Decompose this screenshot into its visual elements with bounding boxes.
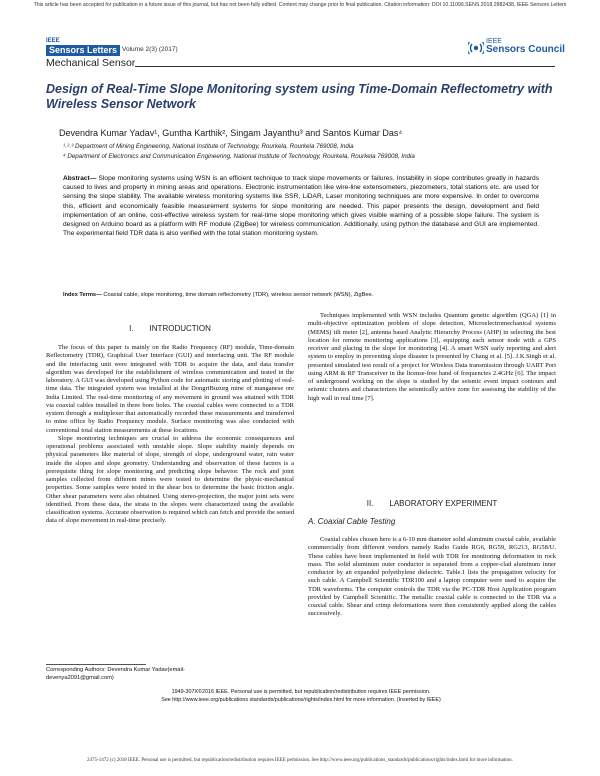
affiliation-2: ⁴ Department of Electronics and Communication Engineering, National Institute of Technology, Rourkela, Rourkela 769008, India (63, 153, 415, 160)
bottom-notice: 2475-1472 (c) 2018 IEEE. Personal use is permitted, but republication/redistribution requires IEEE permission. See http://www.ieee.org/publications_standards/publications/rights/index.html for more information. (87, 758, 513, 763)
corresponding-author: Corresponding Authors: Devendra Kumar Yadav(email-devenya2091@gmail.com) (46, 667, 185, 681)
lab-heading: II. LABORATORY EXPERIMENT (366, 499, 498, 508)
copyright-line-1: 1949-307X©2016 IEEE. Personal use is permitted, but republication/redistribution requires IEEE permission. (171, 689, 431, 695)
journal-ieee-label: IEEE (46, 38, 60, 44)
author-list: Devendra Kumar Yadav¹, Guntha Karthik², Singam Jayanthu³ and Santos Kumar Das⁴ (59, 128, 403, 138)
sensors-council-logo-icon (468, 39, 484, 57)
related-work-paragraph: Techniques implemented with WSN includes Quantum genetic algorithm (QGA) [1] in multi-objective optimization problem of slope detection, Microelectromechanical systems (MEMS) tilt meter [2], antenna based Analytic Hierarchy Process (AHP) in selecting the best location for remote monitoring applications [3], equipping each sensor node with a GPS receiver and placing in the slope for monitoring [4]. A smart WSN early reporting and alert system to employ in preventing slope disaster is presented by Chang et al. [5]. J.K.Singh et al. presented simulated test result of a project for Wireless Data transmission through UART Port using ARM & RF Transceiver in the license-free band of frequencies 2.4GHz [6]. The impact of underground working on the slope is studied by the seismic event impact contours and seismic clusters and characterizes the seismically active zone for assessing the stability of the high wall in real time [7]. (308, 312, 556, 402)
footnote-rule (46, 664, 146, 665)
header-rule (135, 66, 555, 67)
right-column-bottom (308, 536, 556, 619)
affiliation-1: ¹˒²˒³ Department of Mining Engineering, National Institute of Technology, Rourkela, Rourkela 769008, India (63, 143, 354, 150)
copyright-line-2: See http://www.ieee.org/publications standards/publications/rights/index.html for more information. (Inserted by IEEE) (161, 696, 441, 703)
index-terms (63, 291, 539, 299)
journal-volume: Volume 2(3) (2017) (122, 46, 178, 53)
section-label: Mechanical Sensor (46, 57, 136, 69)
journal-name-badge: Sensors Letters (46, 45, 120, 56)
logo-text (486, 38, 565, 54)
ieee-sensors-council-logo (468, 38, 568, 58)
abstract-text: Slope monitoring systems using WSN is an efficient technique to track slope movements or failures. Instability in slope contributes greatly in hazards caused to lives and property in mining areas and operations. Electronic instrumentation like wire-line extensometers, piezometers, total stations etc. are used for sensing the slope stability. The available wireless monitoring systems like SSR, LiDAR, Laser monitoring techniques are more expensive. In order to overcome this, efficient and economically feasible measurement systems for slope monitoring are needed. This paper presents the design, development and field implementation of an online, cost-effective wireless system for real-time slope monitoring which gives visible warning of a possible slope failure. The system is designed on Arduino board as a platform with RF module (ZigBee) for wireless communication. Additionally, using python the database and GUI are implemented. The experimental field TDR data is also verified with the total station monitoring system. (63, 175, 539, 238)
copyright (46, 689, 556, 704)
abstract (63, 174, 539, 238)
paper-title: Design of Real-Time Slope Monitoring system using Time-Domain Reflectometry with Wireless Sensor Network (46, 82, 553, 111)
logo-council: Sensors Council (486, 44, 565, 55)
coax-subheading: A. Coaxial Cable Testing (308, 517, 396, 526)
index-terms-text: Coaxial cable, slope monitoring, time domain reflectometry (TDR), wireless sensor network (WSN), ZigBee. (101, 292, 374, 298)
intro-paragraph-2: Slope monitoring techniques are crucial to address the economic consequences and operational problems associated with unstable slope. Slope stability mainly depends on physical parameters like material of slope, strength of slope, underground water, rain water inside the slopes and slope geometry. Understanding and observation of these factors is a prerequisite thing for slope monitoring and predicting slope behavior. The rock and joint samples collected from different mines were tested to determine the physic-mechanical properties. Some samples were tested in the shear box to determine the basic friction angle. Other shear parameters were also obtained. Using stereo-projection, the major joint sets were identified. From these data, the strata in the slopes were characterized using the available classification systems. Accurate observation is required which can fetch and provide the sensed data of slope movement in real-time precisely. (46, 434, 294, 525)
index-terms-label: Index Terms— (63, 292, 102, 298)
intro-paragraph-1: The focus of this paper is mainly on the Radio Frequency (RF) module, Time-domain Reflectometry (TDR), Graphical User Interface (GUI) and interfacing unit. The RF module and the interfacing unit were integrated with TDR to acquire the data, and data transfer algorithm was developed for the establishment of wireless communication and tested in the laboratory. A GUI was developed using Python code for automatic storing and plotting of real-time data. The integrated system was installed at the DongriBuzurg mine of manganese ore India Limited. The real-time monitoring of any movement in ground was attained with TDR via coaxial cables installed in three bore holes. The coaxial cables were connected to a TDR system through a multiplexer that automatically recorded these measurements and transferred to mine office by Radio Frequency module. Surface monitoring was also conducted with conventional total station measurements at these locations. (46, 344, 294, 434)
abstract-label: Abstract— (63, 175, 97, 182)
right-column-top (308, 312, 556, 403)
coax-paragraph: Coaxial cables chosen here is a 6-10 mm diameter solid aluminum coaxial cable, available commercially from different vendors namely Radio Guide RG6, RG59, RG213, RG58/U. These cables have been implemented in field with TDR for monitoring deformation in rock mass. The solid aluminum outer conductor is separated from a copper-clad aluminum inner conductor by an expanded polyethylene dielectric. Table.1 lists the propagation velocity for such cable. A Campbell Scientific TDR100 and a laptop computer were used to acquire the TDR waveforms. The computer controls the TDR via the PC-TDR Host Application program provided by Campbell Scientific. The metallic coaxial cable is connected to the TDR via a coaxial cable. Shear and crimp deformations were then consistently applied along the cables successively. (308, 536, 556, 618)
intro-heading: I. INTRODUCTION (129, 324, 211, 333)
logo-ieee: IEEE (486, 38, 502, 45)
top-notice: This article has been accepted for publication in a future issue of this journal, but has not been fully edited. Content may change prior to final publication. Citation information: DOI 10.1109/LSENS.2018.2882438, IEEE Sensors Letters (33, 2, 567, 8)
left-column (46, 344, 294, 526)
